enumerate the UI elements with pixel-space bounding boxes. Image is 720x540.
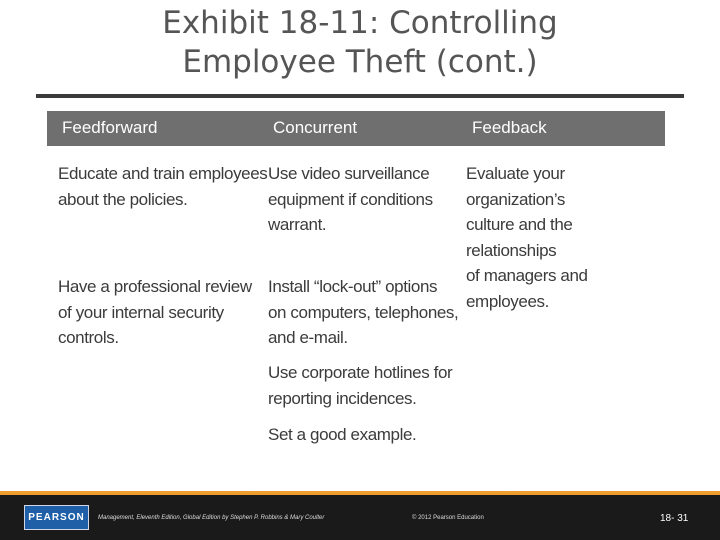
cell-line: Have a professional review (58, 277, 252, 296)
footer-credit: Management, Eleventh Edition, Global Edition by Stephen P. Robbins & Mary Coulter (98, 515, 325, 521)
cell-feedback-1 (466, 161, 665, 314)
cell-line: Educate and train employees (58, 164, 268, 183)
cell-feedforward-1 (58, 161, 267, 212)
cell-line: of your internal security (58, 302, 224, 322)
slide-title-line-2: Employee Theft (cont.) (182, 44, 538, 80)
cell-line: equipment if conditions (268, 189, 433, 209)
cell-line: culture and the relationships (466, 215, 573, 260)
cell-feedforward-2 (58, 274, 252, 351)
cell-line: Set a good example. (268, 425, 417, 444)
header-concurrent: Concurrent (273, 118, 358, 137)
footer-copyright: © 2012 Pearson Education (412, 515, 484, 521)
page-number: 18- 31 (660, 513, 689, 524)
title-divider (36, 94, 684, 98)
cell-concurrent-4 (268, 422, 416, 448)
cell-line: warrant. (268, 215, 327, 234)
cell-line: Use corporate hotlines for (268, 363, 453, 382)
cell-line: on computers, telephones, (268, 302, 459, 322)
header-feedforward: Feedforward (62, 118, 158, 137)
exhibit-table (47, 111, 665, 466)
header-feedback: Feedback (472, 118, 547, 137)
pearson-logo: PEARSON (24, 505, 89, 530)
cell-line: Use video surveillance (268, 164, 430, 183)
cell-concurrent-2 (268, 274, 458, 351)
cell-line: controls. (58, 328, 119, 347)
exhibit-header-row (47, 111, 665, 146)
cell-line: reporting incidences. (268, 388, 417, 408)
cell-concurrent-3 (268, 360, 452, 411)
cell-line: of managers and (466, 266, 588, 285)
cell-line: about the policies. (58, 189, 188, 209)
cell-line: employees. (466, 291, 549, 311)
cell-line: Evaluate your organization’s (466, 164, 565, 209)
cell-line: and e-mail. (268, 328, 348, 347)
cell-line: Install “lock-out” options (268, 277, 438, 296)
cell-concurrent-1 (268, 161, 433, 238)
slide-title (0, 4, 720, 82)
slide-title-line-1: Exhibit 18-11: Controlling (162, 5, 558, 41)
